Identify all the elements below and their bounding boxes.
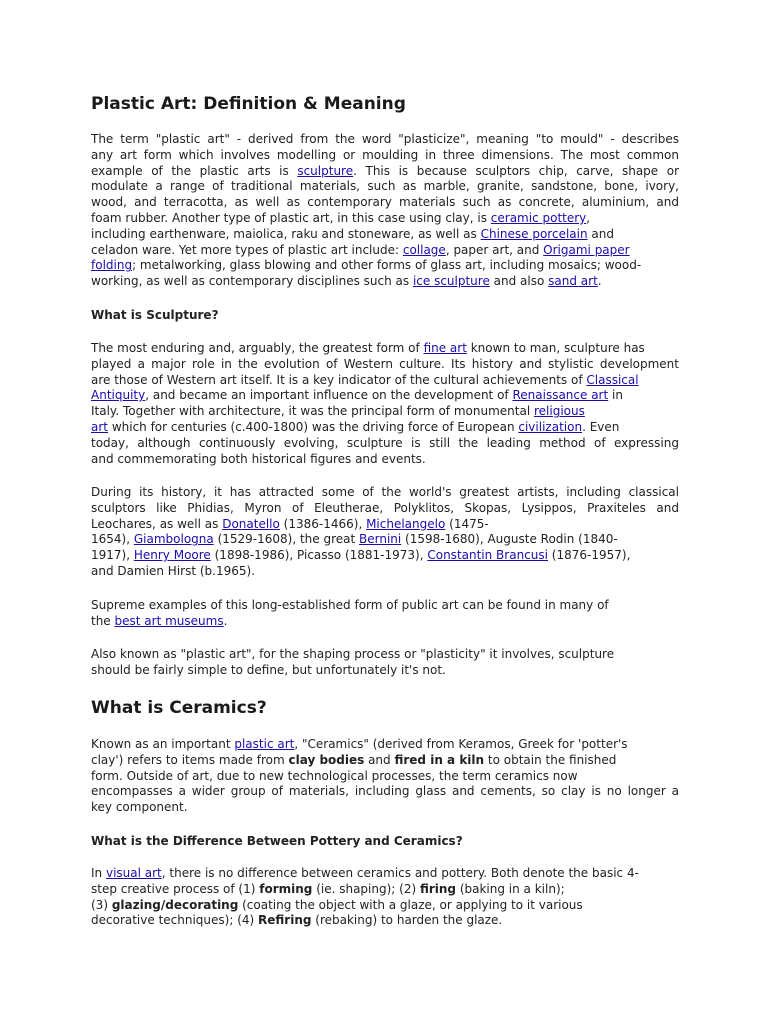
text-line: Known as an important plastic art, "Ceramics" (derived from Keramos, Greek for 'potter's	[91, 737, 628, 751]
text-line: sculptors like Phidias, Myron of Eleutherae, Polyklitos, Skopas, Lysippos, Praxiteles and	[91, 500, 679, 515]
text-line: Leochares, as well as Donatello (1386-1466), Michelangelo (1475-	[91, 516, 489, 531]
text-line: wood, and terracotta, as well as contemporary materials such as concrete, aluminium, and	[91, 195, 679, 210]
sculpture-paragraph	[91, 341, 679, 467]
heading-difference: What is the Difference Between Pottery and Ceramics?	[91, 834, 463, 848]
link-michelangelo[interactable]: Michelangelo	[366, 516, 446, 531]
text-line: the best art museums.	[91, 613, 228, 628]
link-folding[interactable]: folding	[91, 258, 133, 273]
link-henry-moore[interactable]: Henry Moore	[133, 548, 211, 563]
link-chinese-porcelain[interactable]: Chinese porcelain	[480, 226, 588, 241]
text-line: working, as well as contemporary disciplines such as ice sculpture and also sand art.	[91, 274, 602, 289]
text-line: clay') refers to items made from clay bodies and fired in a kiln to obtain the finished	[91, 752, 617, 767]
artists-paragraph	[91, 485, 679, 580]
heading-ceramics: What is Ceramics?	[91, 698, 267, 718]
text-line: folding; metalworking, glass blowing and other forms of glass art, including mosaics; wood-	[91, 258, 642, 273]
heading-sculpture: What is Sculpture?	[91, 308, 219, 322]
link-renaissance-art[interactable]: Renaissance art	[512, 388, 609, 403]
text-line: and Damien Hirst (b.1965).	[91, 563, 256, 578]
ceramics-paragraph	[91, 737, 679, 816]
text-line: celadon ware. Yet more types of plastic art include: collage, paper art, and Origami paper	[91, 242, 630, 257]
text-line: modulate a range of traditional materials, such as marble, granite, sandstone, bone, ivory,	[91, 179, 679, 194]
text-line: Also known as "plastic art", for the shaping process or "plasticity" it involves, sculpture	[91, 647, 615, 661]
plastic-art-paragraph	[91, 647, 679, 679]
text-line: The most enduring and, arguably, the greatest form of fine art known to man, sculpture has	[91, 341, 645, 355]
link-ceramic-pottery[interactable]: ceramic pottery	[490, 210, 587, 225]
text-line: and commemorating both historical figures and events.	[91, 451, 426, 466]
link-plastic-art[interactable]: plastic art	[234, 737, 295, 751]
text-line: In visual art, there is no difference between ceramics and pottery. Both denote the basic 4-	[91, 866, 639, 880]
link-bernini[interactable]: Bernini	[359, 532, 402, 547]
intro-paragraph	[91, 132, 679, 290]
link-art[interactable]: art	[91, 419, 108, 434]
text-line: During its history, it has attracted some of the world's greatest artists, including classical	[91, 485, 679, 499]
link-antiquity[interactable]: Antiquity	[91, 388, 146, 403]
text-line: example of the plastic arts is sculpture. This is because sculptors chip, carve, shape or	[91, 163, 679, 178]
text-line: 1917), Henry Moore (1898-1986), Picasso (1881-1973), Constantin Brancusi (1876-1957),	[91, 548, 631, 563]
text-line: including earthenware, maiolica, raku and stoneware, as well as Chinese porcelain and	[91, 226, 614, 241]
link-fine-art[interactable]: fine art	[423, 341, 467, 355]
link-best-art-museums[interactable]: best art museums	[114, 613, 224, 628]
text-line: step creative process of (1) forming (ie. shaping); (2) firing (baking in a kiln);	[91, 881, 565, 896]
text-line: Italy. Together with architecture, it was the principal form of monumental religious	[91, 404, 585, 419]
text-line: The term "plastic art" - derived from the word "plasticize", meaning "to mould" - describes	[91, 132, 679, 146]
text-line: played a major role in the evolution of Western culture. Its history and stylistic development	[91, 356, 679, 371]
text-line: encompasses a wider group of materials, including glass and cements, so clay is no longer a	[91, 784, 679, 799]
link-donatello[interactable]: Donatello	[222, 516, 280, 531]
text-line: key component.	[91, 800, 188, 815]
link-ice-sculpture[interactable]: ice sculpture	[412, 274, 490, 289]
link-giambologna[interactable]: Giambologna	[133, 532, 214, 547]
text-line: 1654), Giambologna (1529-1608), the great Bernini (1598-1680), Auguste Rodin (1840-	[91, 532, 618, 547]
text-line: form. Outside of art, due to new technological processes, the term ceramics now	[91, 768, 578, 783]
text-line: today, although continuously evolving, sculpture is still the leading method of expressing	[91, 435, 679, 450]
text-line: Supreme examples of this long-established form of public art can be found in many of	[91, 598, 609, 612]
text-line: foam rubber. Another type of plastic art, in this case using clay, is ceramic pottery,	[91, 210, 591, 225]
text-line: Antiquity, and became an important influence on the development of Renaissance art in	[91, 388, 623, 403]
link-sculpture[interactable]: sculpture	[297, 163, 354, 178]
text-line: (3) glazing/decorating (coating the object with a glaze, or applying to it various	[91, 897, 583, 912]
difference-paragraph	[91, 866, 679, 929]
link-visual-art[interactable]: visual art	[105, 866, 162, 880]
museums-paragraph	[91, 598, 679, 630]
link-classical[interactable]: Classical	[586, 372, 639, 387]
link-collage[interactable]: collage	[402, 242, 446, 257]
link-sand-art[interactable]: sand art	[548, 274, 598, 289]
link-origami-paper[interactable]: Origami paper	[543, 242, 630, 257]
link-religious[interactable]: religious	[533, 404, 585, 419]
text-line: should be fairly simple to define, but unfortunately it's not.	[91, 662, 446, 677]
page-title: Plastic Art: Definition & Meaning	[91, 94, 406, 114]
text-line: any art form which involves modelling or moulding in three dimensions. The most common	[91, 147, 679, 162]
link-constantin-brancusi[interactable]: Constantin Brancusi	[427, 548, 548, 563]
text-line: are those of Western art itself. It is a key indicator of the cultural achievements of Classical	[91, 372, 639, 387]
text-line: decorative techniques); (4) Refiring (rebaking) to harden the glaze.	[91, 913, 503, 928]
text-line: art which for centuries (c.400-1800) was the driving force of European civilization. Even	[91, 419, 620, 434]
link-civilization[interactable]: civilization	[518, 419, 583, 434]
